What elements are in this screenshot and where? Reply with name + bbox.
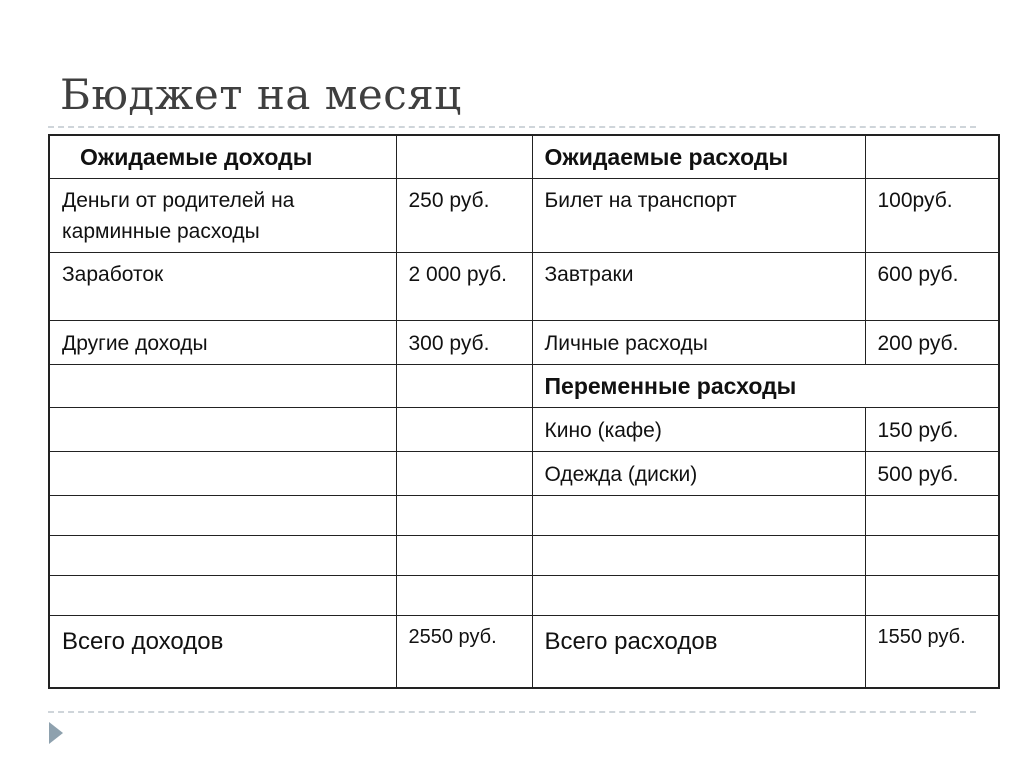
variable-expenses-header: Переменные расходы bbox=[532, 365, 999, 408]
income-cell bbox=[49, 496, 396, 536]
table-row bbox=[49, 496, 999, 536]
expense-cell: Одежда (диски) bbox=[532, 452, 865, 496]
expense-cell: Кино (кафе) bbox=[532, 408, 865, 452]
total-expense-amount: 1550 руб. bbox=[865, 616, 999, 689]
total-expense-label: Всего расходов bbox=[532, 616, 865, 689]
expense-amount-cell bbox=[865, 536, 999, 576]
table-row bbox=[49, 253, 999, 321]
totals-row bbox=[49, 616, 999, 689]
header-income-value bbox=[396, 135, 532, 179]
expense-amount-cell: 500 руб. bbox=[865, 452, 999, 496]
table-row bbox=[49, 408, 999, 452]
income-cell bbox=[49, 365, 396, 408]
expense-amount-cell: 600 руб. bbox=[865, 253, 999, 321]
top-divider bbox=[48, 126, 976, 128]
income-amount-cell bbox=[396, 365, 532, 408]
income-amount-cell bbox=[396, 536, 532, 576]
header-expense: Ожидаемые расходы bbox=[532, 135, 865, 179]
play-arrow-icon[interactable] bbox=[49, 722, 63, 744]
income-cell bbox=[49, 408, 396, 452]
income-amount-cell bbox=[396, 452, 532, 496]
income-cell: Деньги от родителей на карминные расходы bbox=[49, 179, 396, 253]
income-cell bbox=[49, 536, 396, 576]
table-row bbox=[49, 536, 999, 576]
variable-header-row bbox=[49, 365, 999, 408]
expense-amount-cell: 150 руб. bbox=[865, 408, 999, 452]
expense-amount-cell: 200 руб. bbox=[865, 321, 999, 365]
expense-cell: Билет на транспорт bbox=[532, 179, 865, 253]
income-amount-cell: 300 руб. bbox=[396, 321, 532, 365]
header-income: Ожидаемые доходы bbox=[49, 135, 396, 179]
slide-title: Бюджет на месяц bbox=[60, 70, 462, 119]
budget-table bbox=[48, 134, 1000, 689]
income-cell: Другие доходы bbox=[49, 321, 396, 365]
table-row bbox=[49, 321, 999, 365]
table-row bbox=[49, 179, 999, 253]
expense-cell: Личные расходы bbox=[532, 321, 865, 365]
header-expense-value bbox=[865, 135, 999, 179]
expense-amount-cell: 100руб. bbox=[865, 179, 999, 253]
bottom-divider bbox=[48, 711, 976, 713]
header-row bbox=[49, 135, 999, 179]
income-amount-cell: 250 руб. bbox=[396, 179, 532, 253]
income-amount-cell bbox=[396, 408, 532, 452]
income-amount-cell bbox=[396, 576, 532, 616]
income-cell bbox=[49, 576, 396, 616]
expense-cell bbox=[532, 576, 865, 616]
income-cell bbox=[49, 452, 396, 496]
expense-cell: Завтраки bbox=[532, 253, 865, 321]
income-cell: Заработок bbox=[49, 253, 396, 321]
expense-amount-cell bbox=[865, 496, 999, 536]
expense-cell bbox=[532, 496, 865, 536]
income-amount-cell: 2 000 руб. bbox=[396, 253, 532, 321]
expense-cell bbox=[532, 536, 865, 576]
expense-amount-cell bbox=[865, 576, 999, 616]
total-income-label: Всего доходов bbox=[49, 616, 396, 689]
total-income-amount: 2550 руб. bbox=[396, 616, 532, 689]
table-row bbox=[49, 576, 999, 616]
table-row bbox=[49, 452, 999, 496]
income-amount-cell bbox=[396, 496, 532, 536]
